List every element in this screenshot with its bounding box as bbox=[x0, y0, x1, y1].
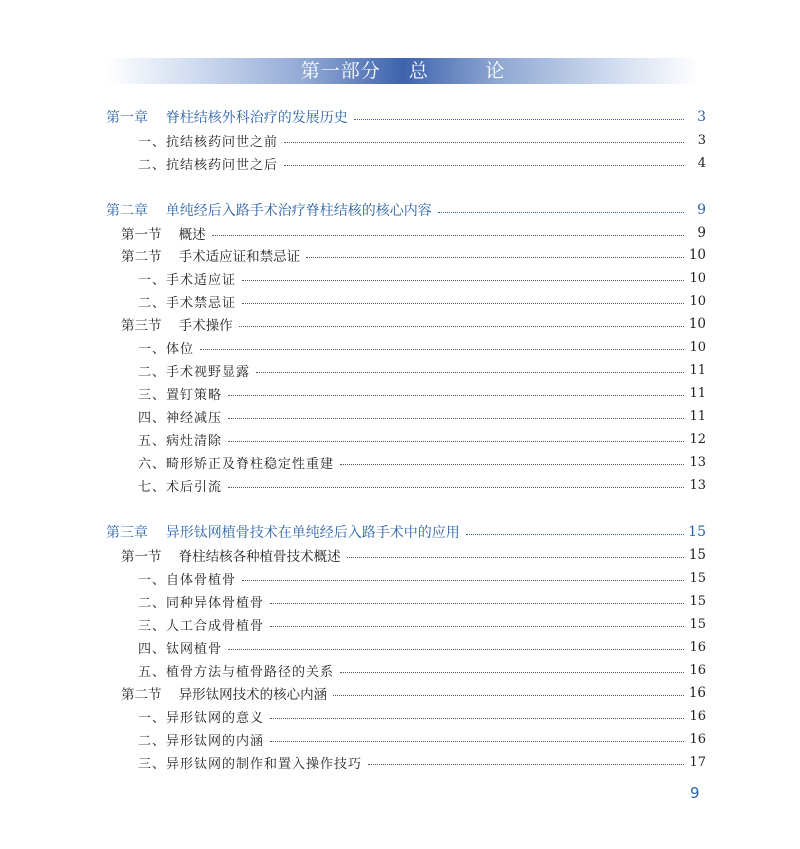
toc-entry-page: 4 bbox=[697, 155, 706, 171]
toc-entry-page: 10 bbox=[688, 247, 706, 263]
toc-entry-label: 第三章 异形钛网植骨技术在单纯经后入路手术中的应用 bbox=[106, 525, 460, 541]
leader-dots bbox=[242, 302, 684, 304]
leader-dots bbox=[284, 164, 684, 166]
toc-entry-label: 一、体位 bbox=[138, 341, 195, 357]
leader-dots bbox=[354, 118, 684, 120]
toc-entry-chapter bbox=[106, 106, 706, 128]
toc-entry-page: 3 bbox=[697, 109, 706, 125]
toc-entry-page: 16 bbox=[689, 708, 706, 724]
toc-entry-item bbox=[138, 152, 706, 174]
leader-dots bbox=[368, 763, 684, 765]
leader-dots bbox=[306, 256, 684, 258]
toc-entry-chapter bbox=[106, 199, 706, 221]
toc-entry-page: 16 bbox=[689, 662, 706, 678]
leader-dots bbox=[270, 717, 684, 719]
leader-dots bbox=[212, 234, 684, 236]
leader-dots bbox=[270, 625, 684, 627]
toc-entry-label: 二、抗结核药问世之后 bbox=[138, 157, 279, 173]
toc-entry-item bbox=[138, 751, 706, 773]
toc-entry-page: 16 bbox=[689, 731, 706, 747]
toc-entry-section bbox=[121, 313, 706, 335]
toc-entry-item bbox=[138, 590, 706, 612]
toc-entry-page: 11 bbox=[689, 408, 706, 424]
leader-dots bbox=[284, 141, 684, 143]
toc-entry-page: 16 bbox=[688, 685, 706, 701]
leader-dots bbox=[228, 394, 684, 396]
toc-entry-label: 一、异形钛网的意义 bbox=[138, 710, 265, 726]
toc-entry-item bbox=[138, 359, 706, 381]
toc-entry-label: 六、畸形矫正及脊柱稳定性重建 bbox=[138, 456, 335, 472]
leader-dots bbox=[340, 463, 684, 465]
toc-entry-page: 10 bbox=[689, 293, 706, 309]
leader-dots bbox=[200, 348, 684, 350]
toc-entry-section bbox=[121, 544, 706, 566]
toc-entry-page: 3 bbox=[697, 132, 706, 148]
toc-entry-label: 七、术后引流 bbox=[138, 479, 223, 495]
toc-entry-page: 12 bbox=[689, 431, 706, 447]
toc-entry-page: 15 bbox=[688, 524, 706, 540]
toc-entry-label: 第一章 脊柱结核外科治疗的发展历史 bbox=[106, 110, 348, 126]
toc-entry-item bbox=[138, 636, 706, 658]
toc-entry-label: 二、手术视野显露 bbox=[138, 364, 251, 380]
toc-entry-label: 二、异形钛网的内涵 bbox=[138, 733, 265, 749]
toc-entry-label: 三、置钉策略 bbox=[138, 387, 223, 403]
leader-dots bbox=[256, 371, 684, 373]
toc-entry-label: 第三节 手术操作 bbox=[121, 318, 233, 334]
leader-dots bbox=[228, 417, 684, 419]
page-number: 9 bbox=[690, 784, 700, 802]
toc-entry-item bbox=[138, 129, 706, 151]
toc-entry-section bbox=[121, 222, 706, 244]
toc-entry-item bbox=[138, 705, 706, 727]
leader-dots bbox=[228, 648, 684, 650]
leader-dots bbox=[347, 556, 684, 558]
toc-entry-item bbox=[138, 336, 706, 358]
toc-entry-label: 第一节 概述 bbox=[121, 227, 206, 243]
toc-entry-label: 一、抗结核药问世之前 bbox=[138, 134, 279, 150]
toc-entry-page: 10 bbox=[688, 316, 706, 332]
toc-entry-item bbox=[138, 728, 706, 750]
toc-entry-page: 15 bbox=[689, 616, 706, 632]
toc-entry-page: 11 bbox=[689, 362, 706, 378]
toc-entry-item bbox=[138, 613, 706, 635]
toc-entry-page: 16 bbox=[689, 639, 706, 655]
toc-entry-page: 9 bbox=[697, 225, 706, 241]
toc-entry-page: 15 bbox=[689, 570, 706, 586]
toc-entry-item bbox=[138, 474, 706, 496]
part-banner bbox=[106, 58, 700, 84]
toc-entry-item bbox=[138, 451, 706, 473]
toc-entry-label: 五、病灶清除 bbox=[138, 433, 223, 449]
toc-entry-item bbox=[138, 567, 706, 589]
toc-entry-page: 13 bbox=[689, 454, 706, 470]
toc-entry-label: 第二节 异形钛网技术的核心内涵 bbox=[121, 687, 328, 703]
toc-entry-label: 三、人工合成骨植骨 bbox=[138, 618, 265, 634]
toc-entry-label: 第二节 手术适应证和禁忌证 bbox=[121, 249, 301, 265]
toc-entry-chapter bbox=[106, 521, 706, 543]
leader-dots bbox=[228, 440, 684, 442]
toc-entry-label: 第一节 脊柱结核各种植骨技术概述 bbox=[121, 549, 341, 565]
toc-entry-page: 13 bbox=[689, 477, 706, 493]
leader-dots bbox=[242, 579, 684, 581]
toc-entry-item bbox=[138, 405, 706, 427]
toc-entry-page: 9 bbox=[697, 202, 706, 218]
toc-entry-label: 第二章 单纯经后入路手术治疗脊柱结核的核心内容 bbox=[106, 203, 432, 219]
toc-entry-item bbox=[138, 382, 706, 404]
leader-dots bbox=[270, 740, 684, 742]
toc-entry-section bbox=[121, 682, 706, 704]
toc-entry-label: 三、异形钛网的制作和置入操作技巧 bbox=[138, 756, 363, 772]
toc-entry-page: 15 bbox=[689, 593, 706, 609]
toc-entry-label: 四、钛网植骨 bbox=[138, 641, 223, 657]
leader-dots bbox=[466, 533, 684, 535]
toc-entry-item bbox=[138, 428, 706, 450]
toc-entry-page: 10 bbox=[689, 339, 706, 355]
part-title: 第一部分 总 论 bbox=[300, 60, 506, 82]
toc-entry-item bbox=[138, 659, 706, 681]
toc-entry-item bbox=[138, 267, 706, 289]
toc-entry-label: 二、同种异体骨植骨 bbox=[138, 595, 265, 611]
toc-entry-label: 一、手术适应证 bbox=[138, 272, 237, 288]
toc-entry-page: 17 bbox=[689, 754, 706, 770]
toc-entry-page: 10 bbox=[689, 270, 706, 286]
toc-entry-label: 四、神经减压 bbox=[138, 410, 223, 426]
toc-entry-label: 二、手术禁忌证 bbox=[138, 295, 237, 311]
toc-entry-label: 一、自体骨植骨 bbox=[138, 572, 237, 588]
toc-entry-section bbox=[121, 244, 706, 266]
leader-dots bbox=[340, 671, 684, 673]
leader-dots bbox=[438, 211, 684, 213]
leader-dots bbox=[270, 602, 684, 604]
leader-dots bbox=[242, 279, 684, 281]
leader-dots bbox=[333, 694, 684, 696]
leader-dots bbox=[239, 325, 684, 327]
toc-entry-page: 11 bbox=[689, 385, 706, 401]
toc-entry-label: 五、植骨方法与植骨路径的关系 bbox=[138, 664, 335, 680]
toc-entry-item bbox=[138, 290, 706, 312]
leader-dots bbox=[228, 486, 684, 488]
toc-entry-page: 15 bbox=[688, 547, 706, 563]
